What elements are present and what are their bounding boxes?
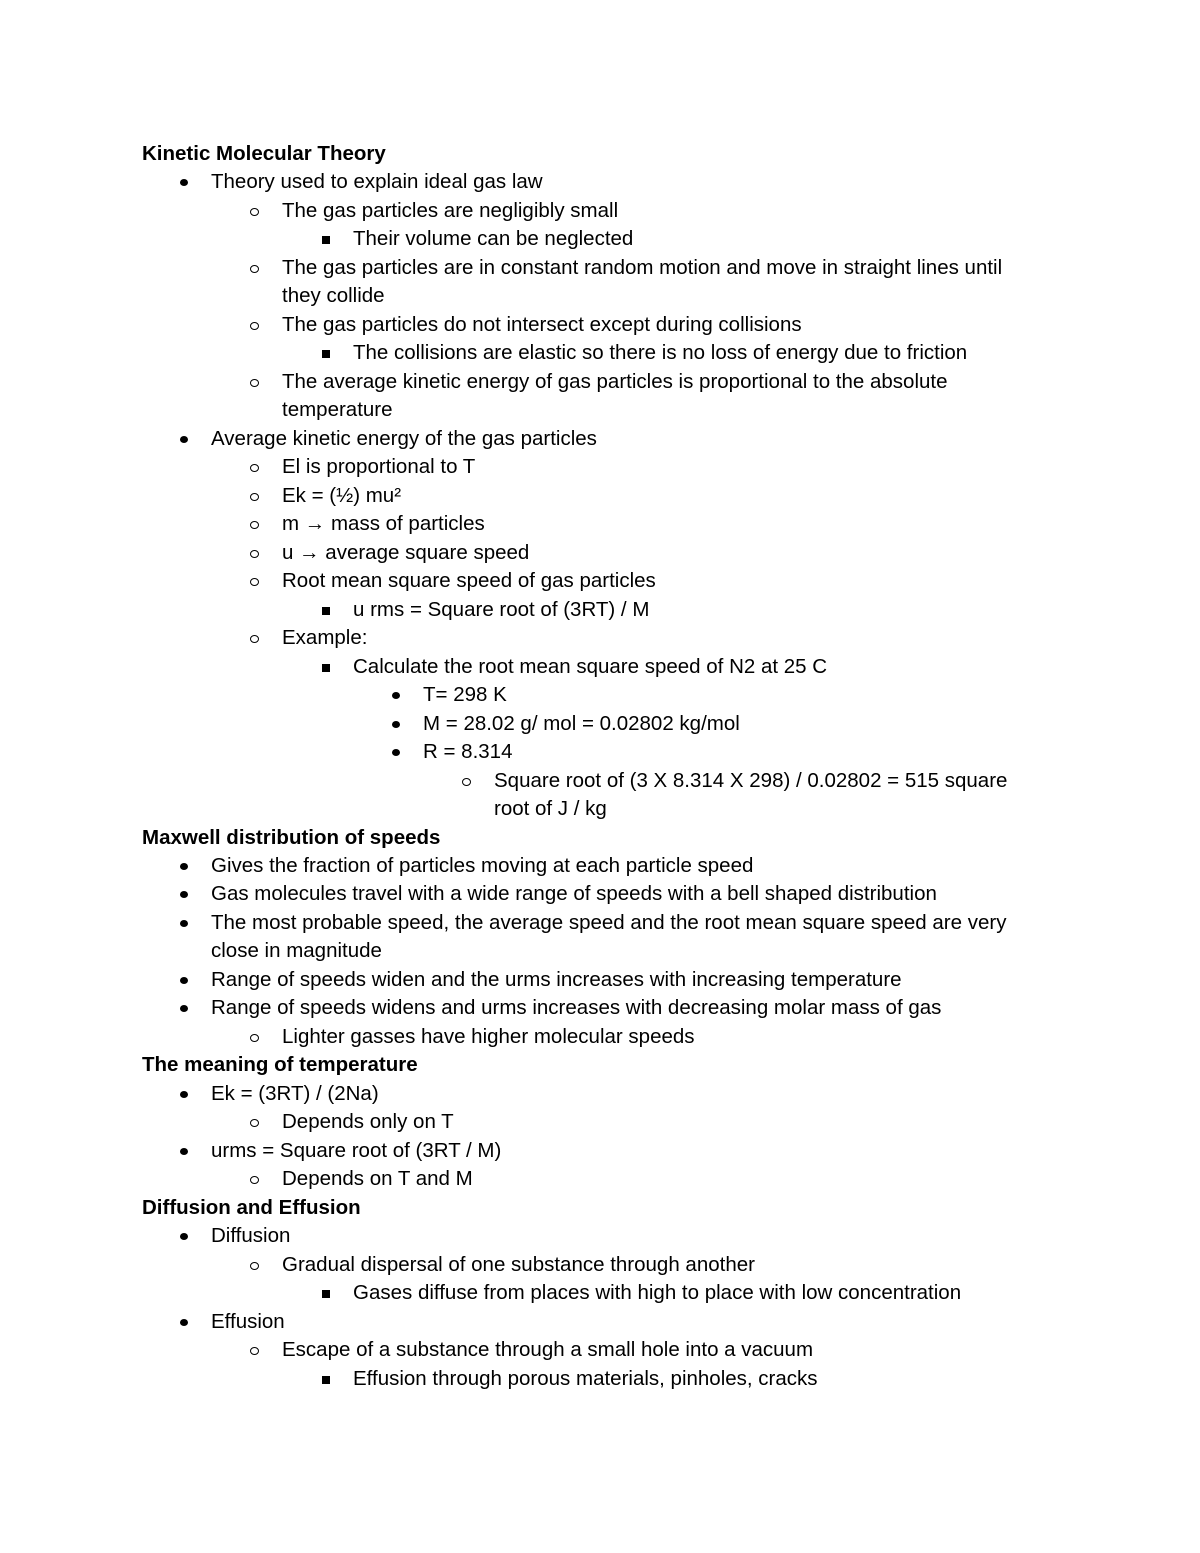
bullet-circle-icon — [241, 482, 269, 510]
list-item-level-1: Gives the fraction of particles moving at each particle speed — [211, 854, 754, 877]
section-heading: Diffusion and Effusion — [142, 1195, 361, 1219]
list-item-level-2: El is proportional to T — [282, 455, 476, 479]
bullet-circle-icon — [241, 453, 269, 481]
bullet-circle-icon — [241, 311, 269, 339]
bullet-circle-icon — [241, 1165, 269, 1193]
list-item-level-3: The collisions are elastic so there is no loss of energy due to friction — [353, 341, 968, 365]
list-item-level-1: Average kinetic energy of the gas particles — [211, 426, 597, 450]
bullet-circle-icon — [241, 1023, 269, 1051]
list-item-level-2: Depends on T and M — [282, 1167, 473, 1191]
list-item-continuation: temperature — [282, 398, 393, 422]
list-item-level-3: Gases diffuse from places with high to place with low concentration — [353, 1281, 962, 1305]
list-item-level-2: Gradual dispersal of one substance through another — [282, 1252, 755, 1276]
section-heading: The meaning of temperature — [142, 1053, 418, 1077]
list-item-level-1: Theory used to explain ideal gas law — [211, 170, 543, 194]
bullet-circle-icon — [241, 197, 269, 225]
bullet-circle-icon — [241, 539, 269, 567]
list-item-level-2: Ek = (½) mu² — [282, 483, 402, 507]
list-item-level-2: Depends only on T — [282, 1110, 454, 1134]
section-heading: Maxwell distribution of speeds — [142, 825, 441, 849]
bullet-disc-icon — [170, 966, 198, 994]
bullet-circle-icon — [241, 1336, 269, 1364]
list-item-level-2: The gas particles are in constant random motion and move in straight lines until — [282, 255, 1003, 279]
bullet-disc-icon — [170, 1308, 198, 1336]
bullet-disc-icon — [170, 994, 198, 1022]
bullet-disc-icon — [170, 1137, 198, 1165]
list-item-level-1: Ek = (3RT) / (2Na) — [211, 1081, 379, 1105]
bullet-square-icon — [312, 339, 340, 367]
bullet-disc-icon — [170, 880, 198, 908]
list-item-continuation: they collide — [282, 284, 385, 308]
bullet-circle-icon — [241, 1251, 269, 1279]
bullet-square-icon — [312, 596, 340, 624]
bullet-disc-icon — [382, 681, 410, 709]
list-item-level-1: Range of speeds widen and the urms increases with increasing temperature — [211, 967, 902, 991]
list-item-level-1: Gas molecules travel with a wide range of speeds with a bell shaped distribution — [211, 882, 937, 906]
section-heading: Kinetic Molecular Theory — [142, 142, 386, 165]
bullet-square-icon — [312, 1279, 340, 1307]
list-item-continuation: root of J / kg — [494, 797, 607, 821]
list-item-level-1: Effusion — [211, 1309, 285, 1333]
bullet-circle-icon — [453, 767, 481, 795]
list-item-level-2: The gas particles are negligibly small — [282, 198, 619, 222]
list-item-level-2: Lighter gasses have higher molecular speeds — [282, 1024, 695, 1048]
list-item-level-2: u → average square speed — [282, 540, 530, 564]
bullet-circle-icon — [241, 624, 269, 652]
list-item-level-1: Range of speeds widens and urms increases with decreasing molar mass of gas — [211, 996, 942, 1020]
list-item-level-5: Square root of (3 X 8.314 X 298) / 0.02802 = 515 square — [494, 768, 1008, 792]
list-item-continuation: close in magnitude — [211, 939, 382, 963]
list-item-level-1: Diffusion — [211, 1224, 291, 1248]
bullet-circle-icon — [241, 567, 269, 595]
bullet-disc-icon — [382, 738, 410, 766]
bullet-disc-icon — [382, 710, 410, 738]
list-item-level-3: Effusion through porous materials, pinholes, cracks — [353, 1366, 818, 1390]
bullet-disc-icon — [170, 168, 198, 196]
bullet-disc-icon — [170, 909, 198, 937]
list-item-level-3: Calculate the root mean square speed of N2 at 25 C — [353, 654, 828, 678]
list-item-level-1: urms = Square root of (3RT / M) — [211, 1138, 502, 1162]
bullet-circle-icon — [241, 510, 269, 538]
bullet-square-icon — [312, 225, 340, 253]
list-item-level-2: Example: — [282, 626, 368, 650]
bullet-disc-icon — [170, 1222, 198, 1250]
list-item-level-3: u rms = Square root of (3RT) / M — [353, 597, 650, 621]
list-item-level-2: The gas particles do not intersect except during collisions — [282, 312, 802, 336]
bullet-circle-icon — [241, 368, 269, 396]
list-item-level-2: m → mass of particles — [282, 512, 485, 536]
bullet-disc-icon — [170, 1080, 198, 1108]
list-item-level-4: T= 298 K — [423, 683, 507, 707]
bullet-disc-icon — [170, 852, 198, 880]
bullet-disc-icon — [170, 425, 198, 453]
list-item-level-4: R = 8.314 — [423, 740, 513, 764]
bullet-circle-icon — [241, 254, 269, 282]
list-item-level-2: The average kinetic energy of gas particles is proportional to the absolute — [282, 369, 948, 393]
list-item-level-1: The most probable speed, the average speed and the root mean square speed are very — [211, 910, 1007, 934]
list-item-level-4: M = 28.02 g/ mol = 0.02802 kg/mol — [423, 711, 740, 735]
list-item-level-2: Escape of a substance through a small hole into a vacuum — [282, 1338, 814, 1362]
list-item-level-3: Their volume can be neglected — [353, 227, 634, 251]
bullet-square-icon — [312, 653, 340, 681]
bullet-circle-icon — [241, 1108, 269, 1136]
bullet-square-icon — [312, 1365, 340, 1393]
list-item-level-2: Root mean square speed of gas particles — [282, 569, 656, 593]
